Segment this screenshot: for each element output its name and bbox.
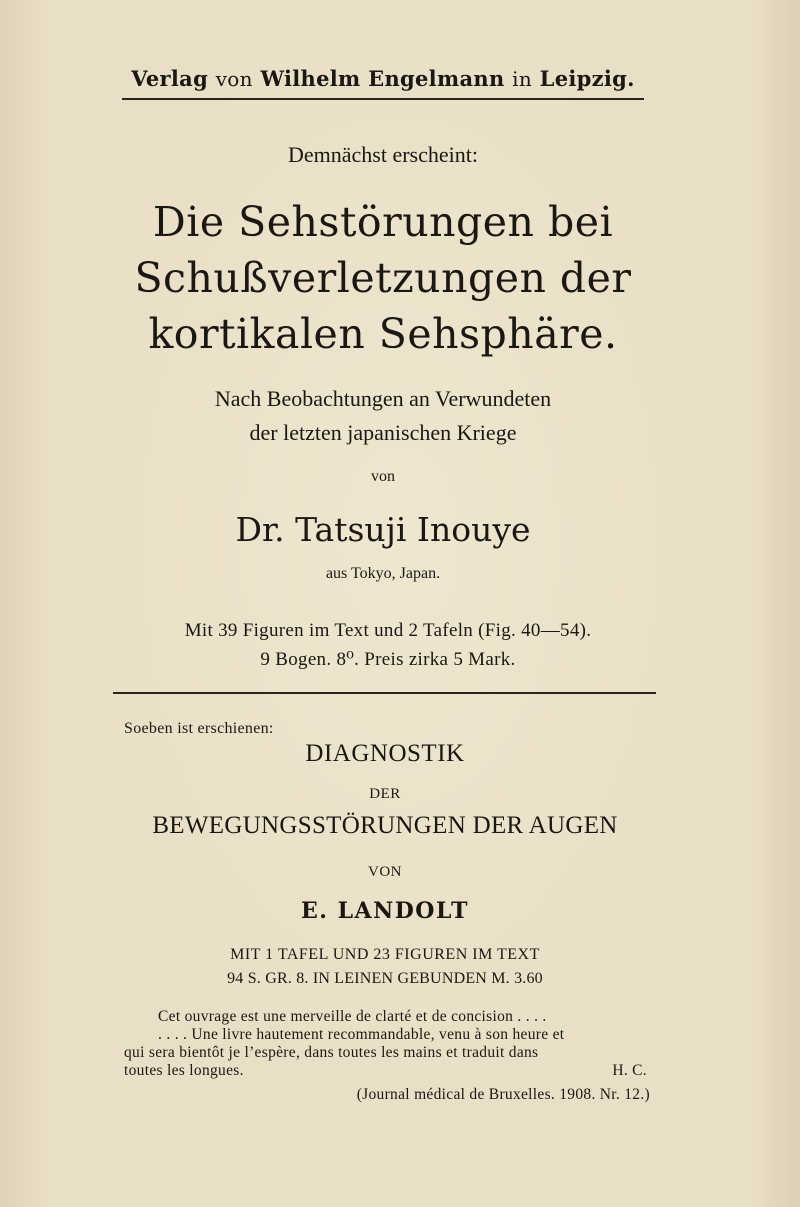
- publisher-prefix: Verlag: [131, 66, 209, 91]
- forthcoming-author-origin: aus Tokyo, Japan.: [325, 565, 441, 582]
- publisher-in: in: [512, 67, 533, 91]
- review-line-1: Cet ouvrage est une merveille de clarté et de concision . . . .: [158, 1008, 547, 1025]
- published-title-line-1: DIAGNOSTIK: [305, 740, 465, 767]
- forthcoming-title-line-2: Schußverletzungen der: [134, 254, 632, 302]
- published-title-line-2: DER: [369, 786, 401, 802]
- forthcoming-subtitle-line-2: der letzten japanischen Kriege: [249, 420, 517, 445]
- published-by: VON: [368, 864, 402, 880]
- forthcoming-details-line-1: Mit 39 Figuren im Text und 2 Tafeln (Fig. 40—54).: [184, 620, 592, 641]
- forthcoming-subtitle-line-1: Nach Beobachtungen an Verwundeten: [214, 386, 552, 411]
- publisher-name: Wilhelm Engelmann: [260, 66, 505, 91]
- published-author: E. LANDOLT: [300, 898, 470, 924]
- forthcoming-title-line-1: Die Sehstörungen bei: [152, 198, 614, 246]
- forthcoming-announcement: Demnächst erscheint:: [288, 142, 478, 167]
- publisher-line: [122, 66, 644, 91]
- forthcoming-author: Dr. Tatsuji Inouye: [235, 510, 531, 549]
- published-announcement: Soeben ist erschienen:: [124, 720, 274, 737]
- published-details-line-2: 94 S. GR. 8. IN LEINEN GEBUNDEN M. 3.60: [227, 970, 543, 987]
- review-source-text: (Journal médical de Bruxelles. 1908. Nr. 12.): [356, 1086, 650, 1103]
- publisher-von: von: [215, 67, 253, 91]
- section-divider: [113, 692, 656, 694]
- published-details-line-1: MIT 1 TAFEL UND 23 FIGUREN IM TEXT: [230, 946, 540, 963]
- publisher-city: Leipzig.: [539, 66, 635, 91]
- review-source: [0, 1086, 768, 1104]
- review-line-2: . . . . Une livre hautement recommandable, venu à son heure et: [158, 1026, 565, 1043]
- review-line-4-text: toutes les longues.: [124, 1062, 244, 1079]
- review-initials: H. C.: [612, 1062, 647, 1079]
- header-divider: [122, 98, 644, 100]
- forthcoming-details-line-2: 9 Bogen. 8⁰. Preis zirka 5 Mark.: [260, 649, 516, 670]
- review-line-3: qui sera bientôt je l’espère, dans toutes les mains et traduit dans: [124, 1044, 539, 1061]
- forthcoming-title-line-3: kortikalen Sehsphäre.: [148, 310, 618, 358]
- published-title-line-3: BEWEGUNGSSTÖRUNGEN DER AUGEN: [152, 812, 618, 839]
- review-line-4: [124, 1062, 647, 1080]
- forthcoming-by: von: [371, 468, 395, 485]
